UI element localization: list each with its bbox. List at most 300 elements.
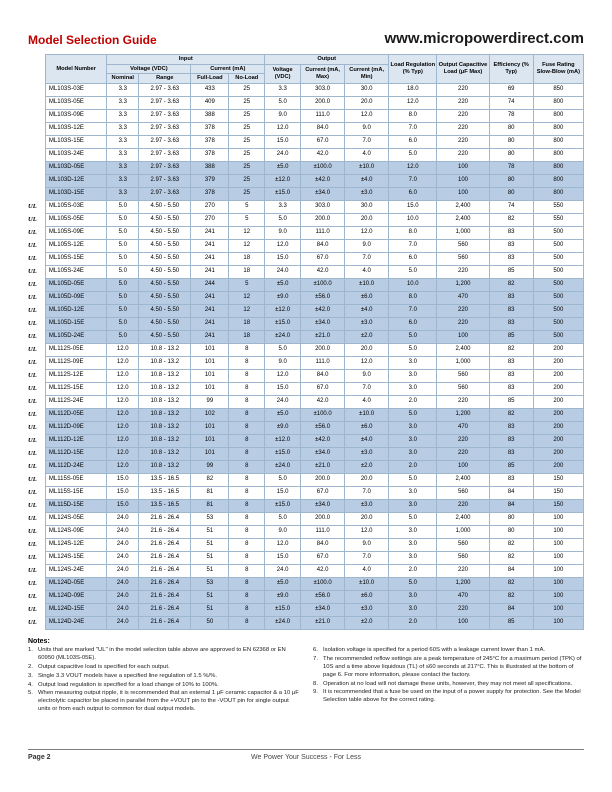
table-cell: 50 <box>191 616 229 629</box>
table-cell: ±24.0 <box>265 330 301 343</box>
table-cell: 3.0 <box>389 356 437 369</box>
table-cell: 12.0 <box>265 122 301 135</box>
table-row <box>28 434 584 447</box>
table-cell: 84.0 <box>301 122 345 135</box>
table-cell: 2,400 <box>437 343 489 356</box>
table-cell: 21.6 - 26.4 <box>139 564 191 577</box>
col-header-model: Model Number <box>45 55 106 84</box>
table-row <box>28 447 584 460</box>
model-number-cell: ML103S-09E <box>45 109 106 122</box>
table-cell: 84.0 <box>301 538 345 551</box>
table-cell: 101 <box>191 382 229 395</box>
table-cell: 8 <box>229 369 265 382</box>
table-cell: 4.0 <box>345 148 389 161</box>
table-cell: 51 <box>191 538 229 551</box>
table-cell: 5.0 <box>265 213 301 226</box>
table-cell: 8 <box>229 551 265 564</box>
table-cell: 5.0 <box>107 226 139 239</box>
table-cell: ±34.0 <box>301 447 345 460</box>
table-cell: 8 <box>229 499 265 512</box>
table-cell: 100 <box>437 616 489 629</box>
ul-mark-empty <box>28 135 45 148</box>
table-cell: 111.0 <box>301 356 345 369</box>
table-cell: 12.0 <box>265 239 301 252</box>
model-number-cell: ML112D-05E <box>45 408 106 421</box>
table-cell: 20.0 <box>345 512 389 525</box>
table-cell: 7.0 <box>389 122 437 135</box>
table-cell: 8 <box>229 356 265 369</box>
table-cell: 200 <box>533 460 583 473</box>
table-cell: 2,400 <box>437 473 489 486</box>
note-text: Isolation voltage is specified for a period 60S with a leakage current lower than 1 mA. <box>323 646 546 653</box>
table-cell: 8 <box>229 382 265 395</box>
table-cell: ±100.0 <box>301 408 345 421</box>
footer-tagline: We Power Your Success - For Less <box>251 754 361 761</box>
model-number-cell: ML124D-15E <box>45 603 106 616</box>
table-cell: 18 <box>229 330 265 343</box>
table-cell: 20.0 <box>345 473 389 486</box>
table-cell: 220 <box>437 109 489 122</box>
table-cell: 10.8 - 13.2 <box>139 434 191 447</box>
table-cell: 560 <box>437 551 489 564</box>
table-cell: 12.0 <box>389 96 437 109</box>
table-cell: 4.50 - 5.50 <box>139 252 191 265</box>
note-item <box>28 682 299 690</box>
table-cell: 25 <box>229 96 265 109</box>
table-cell: ±56.0 <box>301 291 345 304</box>
table-cell: 200.0 <box>301 213 345 226</box>
col-header-fuse-rating: Fuse Rating Slow-Blow (mA) <box>533 55 583 84</box>
table-cell: ±34.0 <box>301 187 345 200</box>
table-cell: 800 <box>533 122 583 135</box>
table-cell: ±6.0 <box>345 421 389 434</box>
table-cell: 99 <box>191 395 229 408</box>
table-cell: 800 <box>533 174 583 187</box>
table-cell: 1,200 <box>437 408 489 421</box>
table-row <box>28 135 584 148</box>
table-cell: 51 <box>191 603 229 616</box>
table-cell: ±10.0 <box>345 161 389 174</box>
table-cell: 24.0 <box>107 603 139 616</box>
ul-mark: UL <box>28 293 37 301</box>
ul-mark: UL <box>28 501 37 509</box>
table-row <box>28 473 584 486</box>
table-cell: 5 <box>229 200 265 213</box>
ul-mark: UL <box>28 332 37 340</box>
table-cell: 5.0 <box>389 330 437 343</box>
table-cell: 69 <box>489 83 533 96</box>
table-row <box>28 265 584 278</box>
table-cell: 8 <box>229 525 265 538</box>
ul-mark-empty <box>28 187 45 200</box>
table-cell: 81 <box>191 486 229 499</box>
table-cell: 3.3 <box>107 109 139 122</box>
table-cell: 2.0 <box>389 395 437 408</box>
table-cell: 82 <box>489 538 533 551</box>
ul-mark: UL <box>28 202 37 210</box>
table-cell: ±34.0 <box>301 603 345 616</box>
ul-mark: UL <box>28 592 37 600</box>
ul-mark: UL <box>28 514 37 522</box>
table-cell: 220 <box>437 564 489 577</box>
table-cell: 8 <box>229 564 265 577</box>
table-cell: 800 <box>533 161 583 174</box>
table-cell: 13.5 - 16.5 <box>139 499 191 512</box>
table-cell: 15.0 <box>265 486 301 499</box>
table-cell: 85 <box>489 330 533 343</box>
table-cell: 100 <box>437 460 489 473</box>
model-number-cell: ML112D-12E <box>45 434 106 447</box>
table-row <box>28 226 584 239</box>
table-cell: 18 <box>229 265 265 278</box>
table-cell: 3.0 <box>389 525 437 538</box>
table-cell: 12.0 <box>265 369 301 382</box>
ul-mark-empty <box>28 122 45 135</box>
table-cell: ±5.0 <box>265 278 301 291</box>
table-cell: 111.0 <box>301 525 345 538</box>
table-cell: 100 <box>533 577 583 590</box>
table-cell: 80 <box>489 135 533 148</box>
table-cell: 7.0 <box>345 486 389 499</box>
table-cell: 7.0 <box>389 174 437 187</box>
table-row <box>28 343 584 356</box>
table-cell: ±15.0 <box>265 317 301 330</box>
model-number-cell: ML115S-15E <box>45 486 106 499</box>
table-cell: 200.0 <box>301 96 345 109</box>
table-cell: 3.0 <box>389 434 437 447</box>
table-cell: 220 <box>437 265 489 278</box>
table-cell: 24.0 <box>107 551 139 564</box>
table-cell: 550 <box>533 213 583 226</box>
table-cell: 15.0 <box>265 382 301 395</box>
table-cell: 100 <box>533 590 583 603</box>
table-cell: 85 <box>489 395 533 408</box>
table-cell: 30.0 <box>345 200 389 213</box>
table-cell: 3.0 <box>389 590 437 603</box>
table-cell: 4.50 - 5.50 <box>139 330 191 343</box>
model-number-cell: ML124D-24E <box>45 616 106 629</box>
table-cell: 25 <box>229 174 265 187</box>
table-cell: 7.0 <box>345 551 389 564</box>
table-cell: 800 <box>533 96 583 109</box>
table-cell: 220 <box>437 499 489 512</box>
table-row <box>28 291 584 304</box>
col-header-efficiency: Efficiency (% Typ) <box>489 55 533 84</box>
table-cell: 6.0 <box>389 187 437 200</box>
table-row <box>28 538 584 551</box>
table-row <box>28 590 584 603</box>
table-cell: 241 <box>191 304 229 317</box>
table-cell: 7.0 <box>345 252 389 265</box>
table-cell: 4.50 - 5.50 <box>139 291 191 304</box>
model-number-cell: ML103S-12E <box>45 122 106 135</box>
table-cell: 241 <box>191 252 229 265</box>
table-cell: 101 <box>191 421 229 434</box>
table-cell: ±9.0 <box>265 590 301 603</box>
ul-mark-empty <box>28 161 45 174</box>
table-cell: 270 <box>191 213 229 226</box>
table-cell: 4.50 - 5.50 <box>139 213 191 226</box>
table-cell: 8 <box>229 512 265 525</box>
table-row <box>28 317 584 330</box>
table-cell: 100 <box>437 330 489 343</box>
table-cell: 7.0 <box>345 135 389 148</box>
table-cell: 220 <box>437 447 489 460</box>
table-cell: 2.97 - 3.63 <box>139 96 191 109</box>
table-cell: 1,000 <box>437 525 489 538</box>
table-row <box>28 499 584 512</box>
ul-mark: UL <box>28 540 37 548</box>
table-cell: 42.0 <box>301 148 345 161</box>
col-header-output: Output <box>265 55 389 65</box>
table-cell: 3.0 <box>389 551 437 564</box>
ul-mark: UL <box>28 579 37 587</box>
table-cell: 100 <box>533 603 583 616</box>
model-number-cell: ML105S-15E <box>45 252 106 265</box>
table-cell: 12.0 <box>107 382 139 395</box>
table-cell: 21.6 - 26.4 <box>139 525 191 538</box>
col-header-output-current-min: Current (mA, Min) <box>345 64 389 83</box>
table-cell: 9.0 <box>265 109 301 122</box>
note-number: 4. <box>28 681 33 688</box>
website-url[interactable]: www.micropowerdirect.com <box>384 30 584 47</box>
col-header-output-current-max: Current (mA, Max) <box>301 64 345 83</box>
table-cell: 244 <box>191 278 229 291</box>
note-number: 5. <box>28 690 33 697</box>
table-row <box>28 122 584 135</box>
table-row <box>28 421 584 434</box>
table-row <box>28 161 584 174</box>
table-cell: 9.0 <box>345 239 389 252</box>
model-number-cell: ML105S-05E <box>45 213 106 226</box>
table-cell: 5 <box>229 278 265 291</box>
table-cell: 378 <box>191 122 229 135</box>
table-cell: 83 <box>489 382 533 395</box>
table-cell: 5.0 <box>107 265 139 278</box>
model-number-cell: ML103D-12E <box>45 174 106 187</box>
table-cell: 3.3 <box>107 148 139 161</box>
table-cell: 220 <box>437 148 489 161</box>
table-cell: 12.0 <box>345 356 389 369</box>
table-cell: 800 <box>533 187 583 200</box>
table-cell: 220 <box>437 603 489 616</box>
table-cell: 12.0 <box>345 226 389 239</box>
table-cell: 111.0 <box>301 109 345 122</box>
table-cell: 220 <box>437 395 489 408</box>
table-cell: 25 <box>229 187 265 200</box>
table-cell: 80 <box>489 174 533 187</box>
table-row <box>28 174 584 187</box>
model-number-cell: ML105D-12E <box>45 304 106 317</box>
table-cell: 13.5 - 16.5 <box>139 486 191 499</box>
table-cell: 8 <box>229 434 265 447</box>
table-cell: 200.0 <box>301 512 345 525</box>
model-number-cell: ML124S-24E <box>45 564 106 577</box>
table-cell: ±9.0 <box>265 291 301 304</box>
table-cell: 15.0 <box>265 135 301 148</box>
table-cell: 5.0 <box>265 512 301 525</box>
table-cell: 20.0 <box>345 213 389 226</box>
table-cell: 100 <box>533 616 583 629</box>
table-cell: 85 <box>489 616 533 629</box>
table-cell: 8 <box>229 616 265 629</box>
table-cell: ±2.0 <box>345 616 389 629</box>
model-number-cell: ML124D-09E <box>45 590 106 603</box>
model-number-cell: ML105D-05E <box>45 278 106 291</box>
table-cell: 200 <box>533 447 583 460</box>
table-cell: 83 <box>489 226 533 239</box>
table-cell: 24.0 <box>265 395 301 408</box>
table-cell: 200 <box>533 356 583 369</box>
table-row <box>28 148 584 161</box>
table-cell: 1,200 <box>437 577 489 590</box>
table-cell: 83 <box>489 239 533 252</box>
ul-mark: UL <box>28 280 37 288</box>
table-cell: 5 <box>229 213 265 226</box>
table-cell: 3.3 <box>107 96 139 109</box>
ul-mark: UL <box>28 475 37 483</box>
table-cell: ±3.0 <box>345 603 389 616</box>
table-row <box>28 213 584 226</box>
ul-mark: UL <box>28 319 37 327</box>
table-cell: ±3.0 <box>345 317 389 330</box>
note-text: Operation at no load will not damage these units, however, they may not meet all specifications. <box>323 680 573 687</box>
note-text: Single 3.3 VOUT models have a specified line regulation of 1.5 %/%. <box>38 672 218 679</box>
table-cell: 53 <box>191 512 229 525</box>
table-cell: 84.0 <box>301 369 345 382</box>
table-cell: 5.0 <box>389 473 437 486</box>
note-number: 8. <box>313 680 318 687</box>
table-cell: 8 <box>229 408 265 421</box>
table-cell: ±100.0 <box>301 161 345 174</box>
table-row <box>28 460 584 473</box>
table-cell: 102 <box>191 408 229 421</box>
table-cell: ±34.0 <box>301 499 345 512</box>
table-cell: 100 <box>533 512 583 525</box>
table-cell: ±100.0 <box>301 278 345 291</box>
table-row <box>28 408 584 421</box>
table-cell: 10.8 - 13.2 <box>139 369 191 382</box>
table-cell: 2,400 <box>437 213 489 226</box>
table-cell: 12.0 <box>107 408 139 421</box>
model-number-cell: ML112S-09E <box>45 356 106 369</box>
table-cell: 84 <box>489 486 533 499</box>
table-cell: 13.5 - 16.5 <box>139 473 191 486</box>
table-cell: 4.0 <box>345 395 389 408</box>
table-cell: 12.0 <box>389 161 437 174</box>
table-cell: 10.8 - 13.2 <box>139 343 191 356</box>
table-cell: ±3.0 <box>345 499 389 512</box>
model-number-cell: ML112S-15E <box>45 382 106 395</box>
table-cell: 85 <box>489 265 533 278</box>
ul-mark: UL <box>28 605 37 613</box>
note-number: 2. <box>28 663 33 670</box>
table-cell: 200 <box>533 434 583 447</box>
table-cell: 10.8 - 13.2 <box>139 395 191 408</box>
table-cell: 12 <box>229 239 265 252</box>
table-cell: 100 <box>437 161 489 174</box>
ul-mark: UL <box>28 618 37 626</box>
notes-right-column <box>313 647 584 716</box>
table-cell: 10.8 - 13.2 <box>139 447 191 460</box>
table-cell: 24.0 <box>265 265 301 278</box>
table-cell: 800 <box>533 109 583 122</box>
table-cell: ±3.0 <box>345 187 389 200</box>
table-cell: 101 <box>191 343 229 356</box>
table-cell: 53 <box>191 577 229 590</box>
table-cell: 100 <box>533 525 583 538</box>
table-cell: 83 <box>489 473 533 486</box>
table-row <box>28 239 584 252</box>
note-text: It is recommended that a fuse be used on the input of a power supply for protection. See the Model Selection table above for the correct rating. <box>323 689 581 704</box>
ul-mark: UL <box>28 358 37 366</box>
table-cell: 82 <box>489 577 533 590</box>
table-row <box>28 603 584 616</box>
table-cell: 241 <box>191 330 229 343</box>
table-cell: 8.0 <box>389 109 437 122</box>
table-cell: 74 <box>489 96 533 109</box>
table-cell: 3.3 <box>107 187 139 200</box>
table-cell: 2.97 - 3.63 <box>139 122 191 135</box>
table-cell: 379 <box>191 174 229 187</box>
table-row <box>28 551 584 564</box>
model-number-cell: ML115S-05E <box>45 473 106 486</box>
table-cell: 3.3 <box>107 174 139 187</box>
note-number: 6. <box>313 646 318 653</box>
table-cell: 10.8 - 13.2 <box>139 408 191 421</box>
table-cell: 200 <box>533 421 583 434</box>
ul-mark: UL <box>28 384 37 392</box>
table-cell: 8 <box>229 538 265 551</box>
table-cell: 83 <box>489 421 533 434</box>
table-cell: 5.0 <box>389 577 437 590</box>
table-cell: 4.50 - 5.50 <box>139 200 191 213</box>
ul-mark: UL <box>28 215 37 223</box>
table-cell: 5.0 <box>107 278 139 291</box>
table-cell: 8 <box>229 447 265 460</box>
note-number: 7. <box>313 655 318 662</box>
table-cell: ±12.0 <box>265 174 301 187</box>
model-number-cell: ML103S-03E <box>45 83 106 96</box>
table-cell: 25 <box>229 122 265 135</box>
note-number: 1. <box>28 646 33 653</box>
col-header-nominal: Nominal <box>107 74 139 84</box>
table-cell: 6.0 <box>389 317 437 330</box>
table-cell: 18 <box>229 317 265 330</box>
table-cell: 20.0 <box>345 96 389 109</box>
table-cell: 378 <box>191 187 229 200</box>
table-cell: 5.0 <box>107 304 139 317</box>
table-cell: 5.0 <box>389 148 437 161</box>
ul-mark: UL <box>28 423 37 431</box>
table-cell: 82 <box>489 408 533 421</box>
table-cell: ±6.0 <box>345 590 389 603</box>
table-cell: 200 <box>533 382 583 395</box>
table-cell: 100 <box>437 174 489 187</box>
table-cell: 12 <box>229 304 265 317</box>
table-cell: 24.0 <box>107 525 139 538</box>
table-cell: 15.0 <box>107 499 139 512</box>
table-cell: 10.0 <box>389 278 437 291</box>
table-cell: 12.0 <box>107 434 139 447</box>
ul-mark-empty <box>28 148 45 161</box>
table-cell: 560 <box>437 486 489 499</box>
table-cell: 800 <box>533 135 583 148</box>
table-cell: 67.0 <box>301 551 345 564</box>
table-cell: 25 <box>229 83 265 96</box>
model-number-cell: ML105D-09E <box>45 291 106 304</box>
table-cell: 83 <box>489 291 533 304</box>
